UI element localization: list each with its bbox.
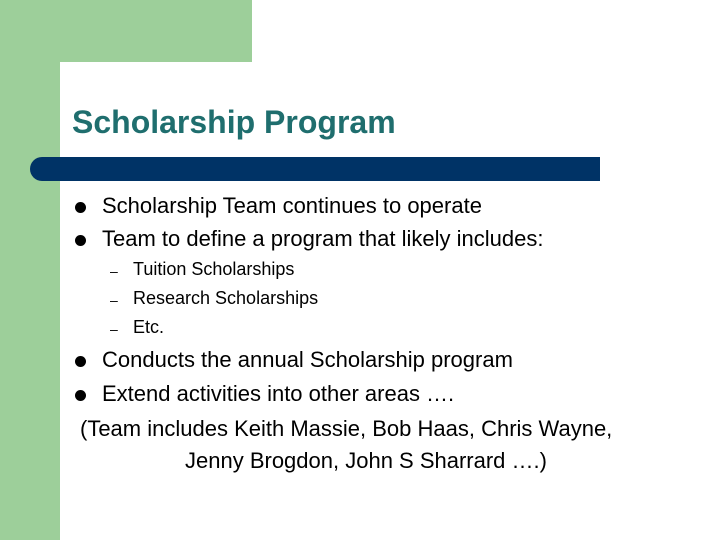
decor-green-top (0, 0, 252, 62)
sub-item: Etc. (133, 317, 165, 337)
team-note-line-1: (Team includes Keith Massie, Bob Haas, Chris Wayne, (80, 416, 613, 441)
sub-dash-icon: – (110, 321, 118, 337)
bullet-dot-icon (75, 356, 86, 367)
decor-green-left (0, 0, 60, 540)
team-note-line-2: Jenny Brogdon, John S Sharrard ….) (185, 448, 547, 473)
bullet-dot-icon (75, 202, 86, 213)
sub-dash-icon: – (110, 263, 118, 279)
sub-item: Research Scholarships (133, 288, 319, 308)
slide-title: Scholarship Program (72, 104, 396, 140)
sub-dash-icon: – (110, 292, 118, 308)
bullet-dot-icon (75, 390, 86, 401)
title-underline-bar (30, 157, 600, 181)
bullet-item: Extend activities into other areas …. (102, 381, 455, 406)
sub-item: Tuition Scholarships (133, 259, 295, 279)
bullet-item: Conducts the annual Scholarship program (102, 347, 513, 372)
bullet-item: Team to define a program that likely includes: (102, 226, 544, 251)
bullet-item: Scholarship Team continues to operate (102, 193, 482, 218)
bullet-dot-icon (75, 235, 86, 246)
